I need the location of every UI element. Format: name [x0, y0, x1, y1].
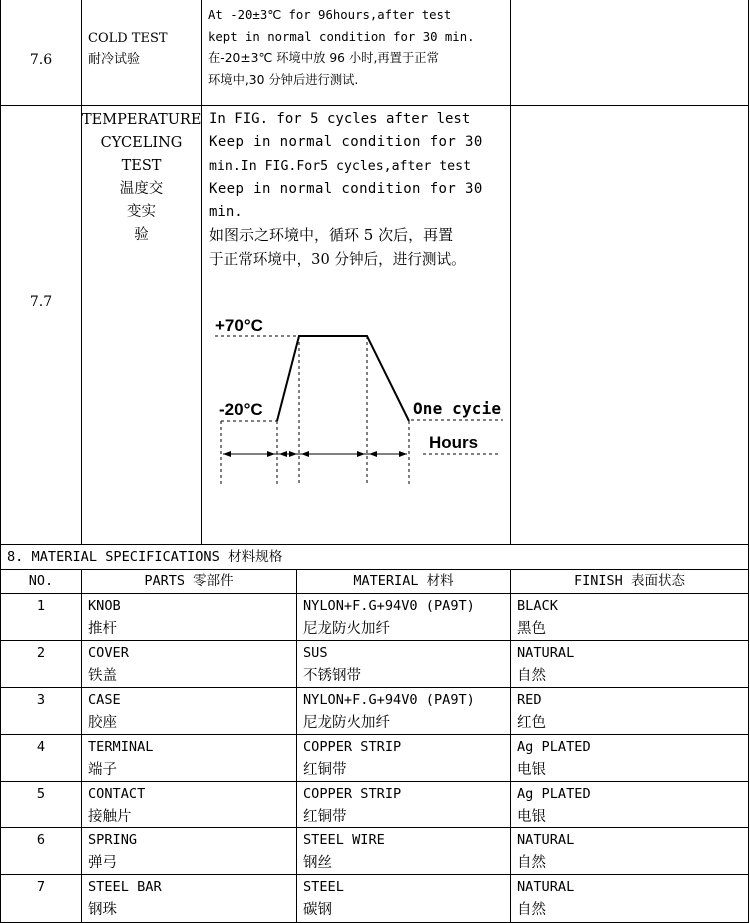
fin-en: RED — [517, 692, 542, 708]
fin-cn: 电银 — [517, 809, 546, 825]
test-item-line: 温度交 — [119, 181, 164, 197]
part-cn: 钢珠 — [88, 902, 117, 918]
material-cell — [303, 595, 508, 641]
condition-line: kept in normal condition for 30 min. — [208, 29, 475, 44]
part-en: TERMINAL — [88, 739, 154, 755]
mat-cn: 尼龙防火加纤 — [303, 715, 390, 731]
row-number: 7.6 — [29, 52, 53, 68]
part-cell — [88, 876, 293, 922]
part-cell — [88, 783, 293, 829]
material-cell — [303, 829, 508, 875]
condition-line: 于正常环境中，30 分钟后，进行测试。 — [209, 250, 466, 268]
fin-en: NATURAL — [517, 879, 575, 895]
part-cn: 铁盖 — [88, 668, 117, 684]
test-item-line: 验 — [134, 227, 149, 243]
cycle-profile-line — [277, 336, 409, 421]
mat-en: NYLON+F.G+94V0 (PA9T) — [303, 692, 475, 708]
condition-line: min. — [209, 204, 243, 221]
fin-en: Ag PLATED — [517, 739, 591, 755]
test-item — [88, 28, 200, 70]
material-cell — [303, 876, 508, 922]
hours-label: Hours — [429, 433, 479, 452]
row-number: 6 — [36, 832, 46, 848]
mat-en: COPPER STRIP — [303, 739, 402, 755]
material-cell — [303, 642, 508, 688]
finish-cell — [517, 783, 745, 829]
condition-line: 环境中,30 分钟后进行测试. — [208, 72, 359, 87]
part-cn: 弹弓 — [88, 855, 117, 871]
fin-cn: 电银 — [517, 762, 546, 778]
mat-cn: 钢丝 — [303, 855, 332, 871]
material-cell — [303, 736, 508, 782]
row-number: 7.7 — [29, 294, 53, 310]
part-en: STEEL BAR — [88, 879, 162, 895]
header-no: NO. — [28, 573, 54, 589]
row-number: 1 — [36, 598, 46, 614]
header-parts: PARTS 零部件 — [144, 573, 234, 589]
condition-line: 如图示之环境中，循环 5 次后，再置 — [209, 226, 454, 245]
mat-cn: 红铜带 — [303, 762, 347, 778]
part-cn: 端子 — [88, 762, 117, 778]
condition-line: At -20±3℃ for 96hours,after test — [208, 8, 452, 22]
mat-en: STEEL — [303, 879, 344, 895]
row-number: 2 — [36, 645, 46, 661]
test-item-cn: 耐冷试验 — [88, 52, 141, 67]
condition-line: Keep in normal condition for 30 — [209, 180, 483, 197]
row-number: 5 — [36, 786, 46, 802]
fin-cn: 自然 — [517, 902, 546, 918]
finish-cell — [517, 876, 745, 922]
fin-en: NATURAL — [517, 832, 575, 848]
row-number: 4 — [36, 739, 46, 755]
material-cell — [303, 783, 508, 829]
part-en: KNOB — [88, 598, 121, 614]
mat-cn: 红铜带 — [303, 809, 347, 825]
finish-cell — [517, 642, 745, 688]
part-cn: 胶座 — [88, 715, 117, 731]
fin-cn: 自然 — [517, 668, 546, 684]
part-cn: 推杆 — [88, 621, 117, 637]
test-item-line: TEMPERATURE — [82, 112, 202, 128]
header-finish: FINISH 表面状态 — [574, 573, 685, 589]
fin-en: Ag PLATED — [517, 786, 591, 802]
fin-cn: 黑色 — [517, 621, 546, 637]
section-title: 8. MATERIAL SPECIFICATIONS 材料规格 — [7, 549, 283, 565]
temperature-cycle-figure — [205, 300, 505, 490]
fin-en: BLACK — [517, 598, 558, 614]
header-material: MATERIAL 材料 — [353, 573, 454, 589]
condition-line: In FIG. for 5 cycles after lest — [209, 111, 471, 127]
part-cn: 接触片 — [88, 809, 132, 825]
fin-cn: 自然 — [517, 855, 546, 871]
finish-cell — [517, 829, 745, 875]
part-en: COVER — [88, 645, 129, 661]
fin-en: NATURAL — [517, 645, 575, 661]
row-number: 7 — [36, 879, 46, 895]
part-cell — [88, 689, 293, 735]
part-cell — [88, 595, 293, 641]
finish-cell — [517, 736, 745, 782]
part-cell — [88, 642, 293, 688]
finish-cell — [517, 595, 745, 641]
test-item — [82, 109, 201, 247]
mat-cn: 尼龙防火加纤 — [303, 621, 390, 637]
mat-cn: 碳钢 — [303, 902, 332, 918]
test-item-line: 变实 — [127, 204, 156, 220]
mat-en: SUS — [303, 645, 328, 661]
part-en: CASE — [88, 692, 121, 708]
test-item-en: COLD TEST — [88, 31, 168, 46]
condition-line: Keep in normal condition for 30 — [209, 134, 483, 151]
low-temp-label: -20°C — [219, 400, 263, 419]
row-number: 3 — [36, 692, 46, 708]
condition-line: min.In FIG.For5 cycles,after test — [209, 158, 472, 174]
condition-line: 在-20±3℃ 环境中放 96 小时,再置于正常 — [208, 51, 439, 65]
test-item-line: TEST — [121, 158, 162, 174]
mat-en: NYLON+F.G+94V0 (PA9T) — [303, 598, 475, 614]
cycle-label: One cycie — [413, 399, 501, 418]
mat-cn: 不锈钢带 — [303, 668, 361, 684]
mat-en: STEEL WIRE — [303, 832, 385, 848]
part-cell — [88, 829, 293, 875]
finish-cell — [517, 689, 745, 735]
material-cell — [303, 689, 508, 735]
mat-en: COPPER STRIP — [303, 786, 402, 802]
part-en: CONTACT — [88, 786, 146, 802]
test-item-line: CYCELING — [100, 135, 183, 151]
fin-cn: 红色 — [517, 715, 546, 731]
high-temp-label: +70°C — [215, 316, 263, 335]
test-condition — [208, 5, 508, 91]
part-en: SPRING — [88, 832, 138, 848]
test-condition — [209, 108, 505, 271]
part-cell — [88, 736, 293, 782]
